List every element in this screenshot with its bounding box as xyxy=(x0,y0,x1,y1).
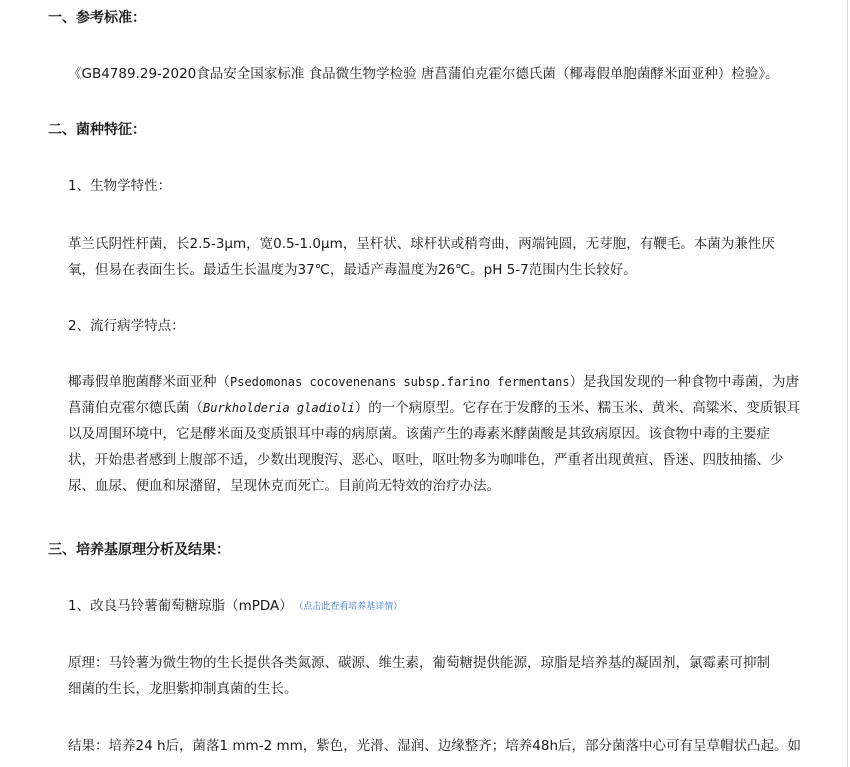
section-heading-medium-analysis: 三、培养基原理分析及结果： xyxy=(48,542,230,558)
content-right-border xyxy=(847,0,848,767)
epi-line-2 xyxy=(68,395,804,421)
subheading-epidemiology: 2、流行病学特点： xyxy=(68,318,185,334)
epi-line-5: 尿、血尿、便血和尿潴留，呈现休克而死亡。目前尚无特效的治疗办法。 xyxy=(68,478,500,494)
epi-line-2-start: 菖蒲伯克霍尔德氏菌（ xyxy=(68,400,203,416)
epi-line-1 xyxy=(68,369,804,395)
section-heading-strain-features: 二、菌种特征： xyxy=(48,122,146,138)
latin-species-name: Psedomonas cocovenenans subsp.farino fermentans xyxy=(230,375,570,389)
bio-line-2: 氧，但易在表面生长。最适生长温度为37℃，最适产毒温度为26℃。pH 5-7范围内生长较好。 xyxy=(68,262,637,278)
standard-citation: 《GB4789.29-2020食品安全国家标准 食品微生物学检验 唐菖蒲伯克霍尔德氏菌（椰毒假单胞菌酵米面亚种）检验》。 xyxy=(68,66,779,82)
subheading-mpda-medium xyxy=(68,593,804,620)
principle-line-2: 细菌的生长，龙胆紫抑制真菌的生长。 xyxy=(68,681,298,697)
medium-details-link[interactable]: （点击此查看培养基详情） xyxy=(298,602,403,612)
epi-line-1-end: ）是我国发现的一种食物中毒菌，为唐 xyxy=(569,374,800,390)
epi-line-2-end: ）的一个病原型。它存在于发酵的玉米、糯玉米、黄米、高粱米、变质银耳 xyxy=(354,400,801,416)
principle-line-1: 原理：马铃薯为微生物的生长提供各类氮源、碳源、维生素，葡萄糖提供能源，琼脂是培养基的凝固剂，氯霉素可抑制 xyxy=(68,655,770,671)
result-paragraph: 结果：培养24 h后，菌落1 mm-2 mm，紫色，光滑、湿润、边缘整齐；培养48h后，部分菌落中心可有呈草帽状凸起。如 xyxy=(68,738,801,754)
epi-line-1-start: 椰毒假单胞菌酵米面亚种（ xyxy=(68,374,230,390)
subheading-biological-characteristics: 1、生物学特性： xyxy=(68,178,172,194)
mpda-title: 1、改良马铃薯葡萄糖琼脂（mPDA） xyxy=(68,598,293,614)
biological-characteristics-paragraph xyxy=(68,231,804,283)
epidemiology-paragraph xyxy=(68,369,804,499)
epi-line-3: 以及周围环境中，它是酵米面及变质银耳中毒的病原菌。该菌产生的毒素米酵菌酸是其致病原因。该食物中毒的主要症 xyxy=(68,426,770,442)
bio-line-1: 革兰氏阴性杆菌，长2.5-3μm，宽0.5-1.0μm，呈杆状、球杆状或稍弯曲，两端钝圆，无芽胞，有鞭毛。本菌为兼性厌 xyxy=(68,236,775,252)
epi-line-4: 状，开始患者感到上腹部不适，少数出现腹泻、恶心、呕吐，呕吐物多为咖啡色，严重者出现黄疸、昏迷、四肢抽搐、少 xyxy=(68,452,784,468)
latin-pathogen-name: Burkholderia gladioli xyxy=(203,401,355,415)
section-heading-reference-standard: 一、参考标准： xyxy=(48,10,146,26)
principle-paragraph xyxy=(68,650,804,702)
